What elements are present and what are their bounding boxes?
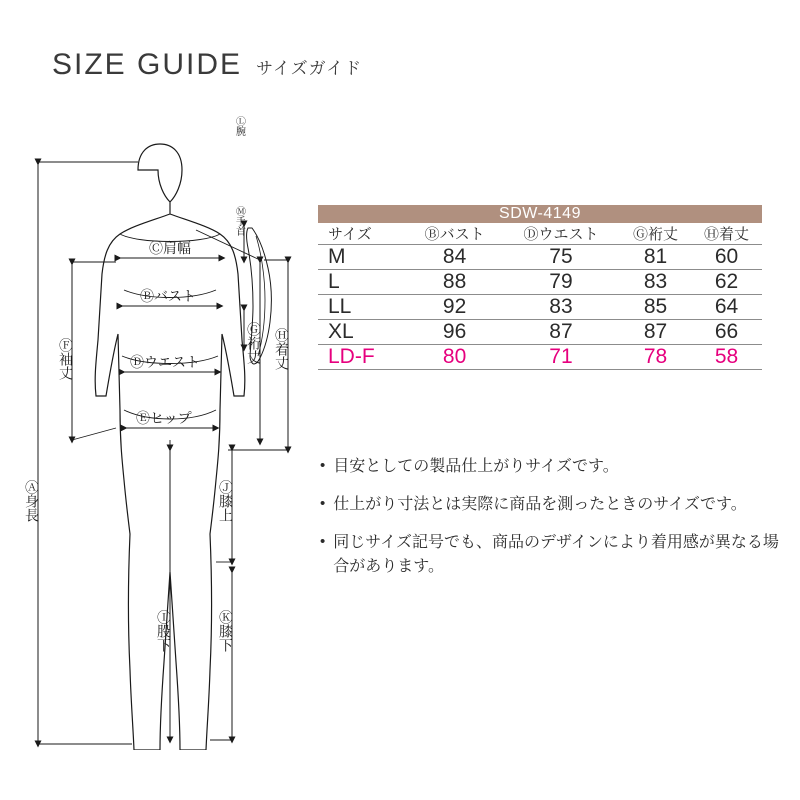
column-header-bust: Ⓑバスト (407, 223, 502, 245)
cell-sleeve: 78 (620, 345, 691, 370)
bullet-icon: • (320, 495, 326, 512)
table-row (318, 245, 762, 270)
cell-bust: 80 (407, 345, 502, 370)
column-header-sleeve: Ⓖ裄丈 (620, 223, 691, 245)
cell-bust: 96 (407, 320, 502, 345)
table-row (318, 295, 762, 320)
cell-length: 58 (691, 345, 762, 370)
label-bust: Ⓑバスト (140, 288, 196, 304)
cell-size: LD-F (318, 345, 407, 370)
size-table (318, 205, 762, 370)
cell-bust: 84 (407, 245, 502, 270)
cell-size: M (318, 245, 407, 270)
cell-waist: 87 (502, 320, 620, 345)
cell-sleeve: 87 (620, 320, 691, 345)
cell-bust: 92 (407, 295, 502, 320)
list-item (320, 493, 780, 517)
label-above-knee: Ⓙ膝上 (218, 480, 234, 522)
cell-bust: 88 (407, 270, 502, 295)
bullet-icon: • (320, 533, 326, 550)
label-shoulder-width: Ⓒ肩幅 (149, 240, 191, 256)
column-header-waist: Ⓓウエスト (502, 223, 620, 245)
body-measurement-diagram (20, 110, 320, 750)
cell-length: 60 (691, 245, 762, 270)
cell-size: XL (318, 320, 407, 345)
bullet-icon: • (320, 457, 326, 474)
cell-waist: 79 (502, 270, 620, 295)
label-below-knee: Ⓚ膝下 (218, 610, 234, 652)
column-header-length: Ⓗ着丈 (691, 223, 762, 245)
size-table-container (318, 205, 768, 370)
page-title (52, 48, 362, 82)
cell-length: 66 (691, 320, 762, 345)
label-arm: Ⓛ腕 (233, 116, 245, 136)
product-code: SDW-4149 (318, 205, 762, 223)
cell-waist: 83 (502, 295, 620, 320)
label-height: Ⓐ身長 (24, 480, 40, 522)
cell-sleeve: 81 (620, 245, 691, 270)
cell-size: LL (318, 295, 407, 320)
note-text: 目安としての製品仕上がりサイズです。 (333, 458, 619, 475)
list-item (320, 531, 780, 579)
product-code-row (318, 205, 762, 223)
title-english: SIZE GUIDE (52, 48, 243, 81)
cell-size: L (318, 270, 407, 295)
cell-sleeve: 83 (620, 270, 691, 295)
note-text: 仕上がり寸法とは実際に商品を測ったときのサイズです。 (333, 496, 747, 513)
table-row (318, 320, 762, 345)
list-item (320, 455, 780, 479)
label-sleeve-span: Ⓖ裄丈 (246, 322, 262, 364)
table-row (318, 270, 762, 295)
cell-length: 62 (691, 270, 762, 295)
label-inseam: Ⓘ股下 (156, 610, 172, 652)
notes-list (320, 455, 780, 593)
cell-sleeve: 85 (620, 295, 691, 320)
title-japanese: サイズガイド (256, 59, 363, 78)
label-wrist: Ⓜ手首 (233, 206, 245, 236)
label-garment-length: Ⓗ着丈 (274, 328, 290, 370)
cell-waist: 71 (502, 345, 620, 370)
table-header-row (318, 223, 762, 245)
cell-waist: 75 (502, 245, 620, 270)
table-row-highlighted (318, 345, 762, 370)
note-text: 同じサイズ記号でも、商品のデザインにより着用感が異なる場合があります。 (333, 534, 779, 575)
label-hip: Ⓔヒップ (136, 410, 192, 426)
cell-length: 64 (691, 295, 762, 320)
label-waist: Ⓓウエスト (130, 354, 200, 370)
column-header-size: サイズ (318, 223, 407, 245)
label-sleeve-length: Ⓕ袖丈 (58, 338, 74, 380)
